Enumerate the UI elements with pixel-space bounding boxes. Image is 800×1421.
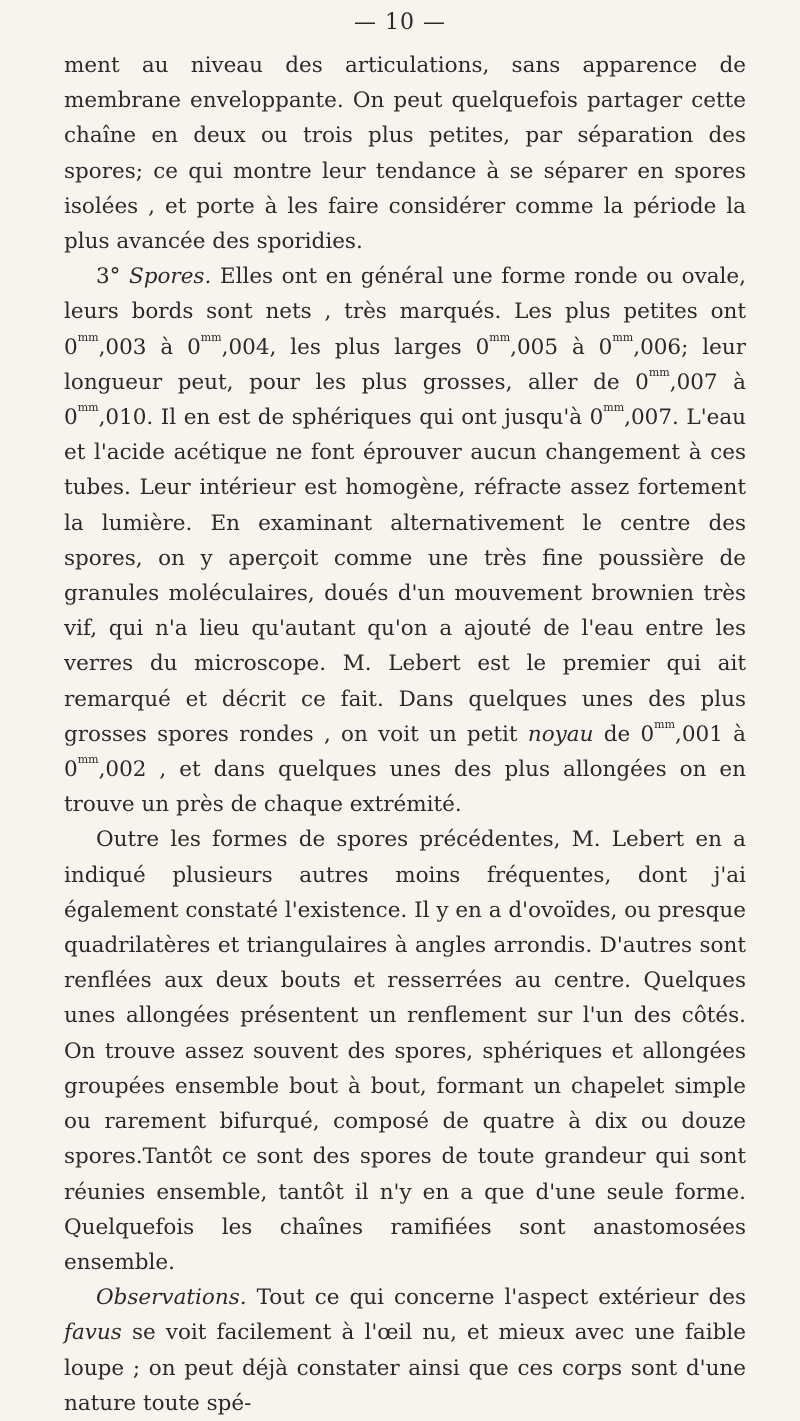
unit-superscript: mm — [77, 753, 99, 767]
unit-superscript: mm — [77, 401, 99, 415]
paragraph-continuation: ment au niveau des articulations, sans apparence de membrane enveloppante. On peut quelquefois partager cette chaîne en deux ou trois plus petites, par séparation des spores; ce qui montre leur tendance à se séparer en spores isolées , et porte à les faire considérer comme la période la plus avancée des sporidies. — [64, 53, 746, 255]
unit-superscript: mm — [77, 330, 99, 344]
italic-term-noyau: noyau — [527, 721, 594, 747]
section-title-observations: Observations. — [96, 1285, 247, 1311]
unit-superscript: mm — [200, 330, 222, 344]
body-text — [64, 48, 746, 1421]
paragraph-other-forms: Outre les formes de spores précédentes, M. Lebert en a indiqué plusieurs autres moins fréquentes, dont j'ai également constaté l'existence. Il y en a d'ovoïdes, ou presque quadrilatères et triangulaires à angles arrondis. D'autres sont renflées aux deux bouts et resserrées au centre. Quelques unes allongées présentent un renflement sur l'un des côtés. On trouve assez souvent des spores, sphériques et allongées groupées ensemble bout à bout, formant un chapelet simple ou rarement bifurqué, composé de quatre à dix ou douze spores.Tantôt ce sont des spores de toute grandeur qui sont réunies ensemble, tantôt il n'y en a que d'une seule forme. Quelquefois les chaînes ramifiées sont anastomosées ensemble. — [64, 827, 746, 1275]
unit-superscript: mm — [603, 401, 625, 415]
paragraph-observations: Observations. Tout ce qui concerne l'aspect extérieur des favus se voit facilement à l'œil nu, et mieux avec une faible loupe ; on peut déjà constater ainsi que ces corps sont d'une nature toute spé- — [64, 1285, 746, 1416]
italic-term-favus: favus — [64, 1320, 122, 1346]
section-title-spores: Spores. — [129, 264, 212, 290]
unit-superscript: mm — [489, 330, 511, 344]
section-number: 3° — [96, 264, 121, 290]
page-number: — 10 — — [354, 10, 446, 35]
unit-superscript: mm — [654, 717, 676, 731]
unit-superscript: mm — [648, 365, 670, 379]
unit-superscript: mm — [612, 330, 634, 344]
paragraph-spores: 3° Spores. Elles ont en général une forme ronde ou ovale, leurs bords sont nets , très marqués. Les plus petites ont $0^{mm},003$ à $0^{mm},004$, les plus larges $0^{mm},005$ à $0^{mm},006$; leur longueur peut, pour les plus grosses, aller de $0^{mm},007$ à $0^{mm},010$. Il en est de sphériques qui ont jusqu'à $0^{mm},007$. L'eau et l'acide acétique ne font éprouver aucun changement à ces tubes. Leur intérieur est homogène, réfracte assez fortement la lumière. En examinant alternativement le centre des spores, on y aperçoit comme une très fine poussière de granules moléculaires, doués d'un mouvement brownien très vif, qui n'a lieu qu'autant qu'on a ajouté de l'eau entre les verres du microscope. M. Lebert est le premier qui ait remarqué et décrit ce fait. Dans quelques unes des plus grosses spores rondes , on voit un petit noyau de $0^{mm},001$ à $0^{mm},002$ , et dans quelques unes des plus allongées on en trouve un près de chaque extrémité. — [64, 264, 746, 818]
